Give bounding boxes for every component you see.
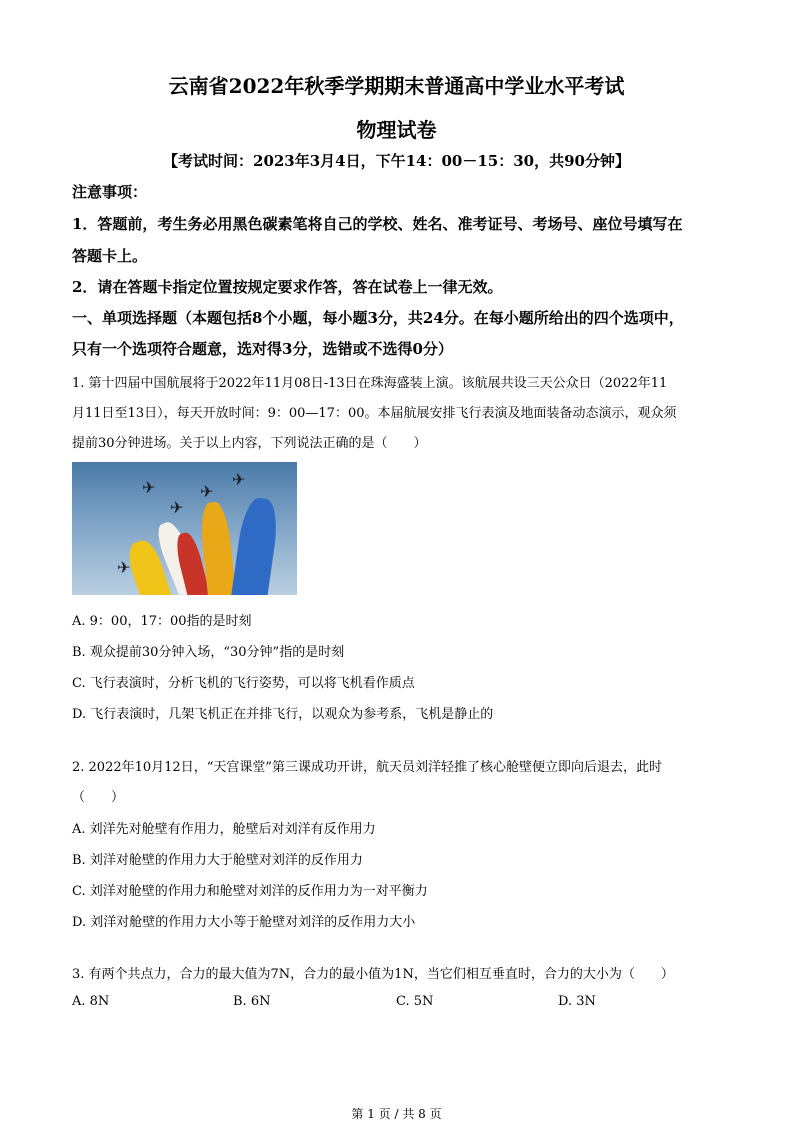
q2-option-d: D. 刘洋对舱壁的作用力大小等于舱壁对刘洋的反作用力大小 — [72, 915, 416, 930]
notice-heading: 注意事项： — [72, 183, 148, 201]
notice-item-2: 2．请在答题卡指定位置按规定要求作答，答在试卷上一律无效。 — [72, 278, 503, 296]
blue-smoke-trail — [229, 496, 281, 595]
section-heading: 一、单项选择题（本题包括8个小题，每小题3分，共24分。在每小题所给出的四个选项中， — [72, 309, 684, 327]
q2-option-a: A. 刘洋先对舱壁有作用力，舱壁后对刘洋有反作用力 — [72, 822, 376, 837]
exam-time: 【考试时间：2023年3月4日，下午14：00－15：30，共90分钟】 — [163, 152, 630, 170]
section-heading-cont: 只有一个选项符合题意，选对得3分，选错或不选得0分） — [72, 340, 453, 358]
q3-option-a: A. 8N — [72, 994, 110, 1009]
q1-stem-line-3: 提前30分钟进场。关于以上内容，下列说法正确的是（ ） — [72, 436, 427, 451]
q2-stem-line-2: （ ） — [72, 790, 125, 805]
q1-option-b: B. 观众提前30分钟入场，“30分钟”指的是时刻 — [72, 645, 345, 660]
q2-stem: 2. 2022年10月12日，“天宫课堂”第三课成功开讲，航天员刘洋轻推了核心舱壁便立即向后退去，此时 — [72, 760, 662, 775]
notice-item-1: 1．答题前，考生务必用黑色碳素笔将自己的学校、姓名、准考证号、考场号、座位号填写在 — [72, 215, 683, 233]
exam-title: 云南省2022年秋季学期期末普通高中学业水平考试 — [168, 74, 625, 98]
airshow-photo — [72, 462, 297, 595]
jet-icon: ✈ — [200, 482, 214, 501]
q1-option-a: A. 9：00，17：00指的是时刻 — [72, 614, 252, 629]
q2-option-c: C. 刘洋对舱壁的作用力和舱壁对刘洋的反作用力为一对平衡力 — [72, 884, 428, 899]
exam-subject: 物理试卷 — [356, 118, 437, 142]
jet-icon: ✈ — [170, 498, 184, 517]
q3-option-d: D. 3N — [558, 994, 596, 1009]
jet-icon: ✈ — [117, 558, 131, 577]
q2-option-b: B. 刘洋对舱壁的作用力大于舱壁对刘洋的反作用力 — [72, 853, 363, 868]
jet-icon: ✈ — [142, 478, 156, 497]
q1-option-c: C. 飞行表演时，分析飞机的飞行姿势，可以将飞机看作质点 — [72, 676, 415, 691]
q3-option-c: C. 5N — [396, 994, 434, 1009]
q1-stem: 1. 第十四届中国航展将于2022年11月08日-13日在珠海盛装上演。该航展共设三天公众日（2022年11 — [72, 376, 668, 391]
page-number: 第 1 页 / 共 8 页 — [351, 1107, 442, 1121]
q3-option-b: B. 6N — [233, 994, 271, 1009]
q1-option-d: D. 飞行表演时，几架飞机正在并排飞行，以观众为参考系，飞机是静止的 — [72, 707, 494, 722]
q3-stem: 3. 有两个共点力，合力的最大值为7N，合力的最小值为1N，当它们相互垂直时，合力的大小为（ ） — [72, 967, 674, 982]
jet-icon: ✈ — [232, 470, 246, 489]
notice-item-1-cont: 答题卡上。 — [72, 247, 148, 265]
q1-stem-line-2: 月11日至13日），每天开放时间：9：00—17：00。本届航展安排飞行表演及地面装备动态演示，观众须 — [72, 406, 677, 421]
